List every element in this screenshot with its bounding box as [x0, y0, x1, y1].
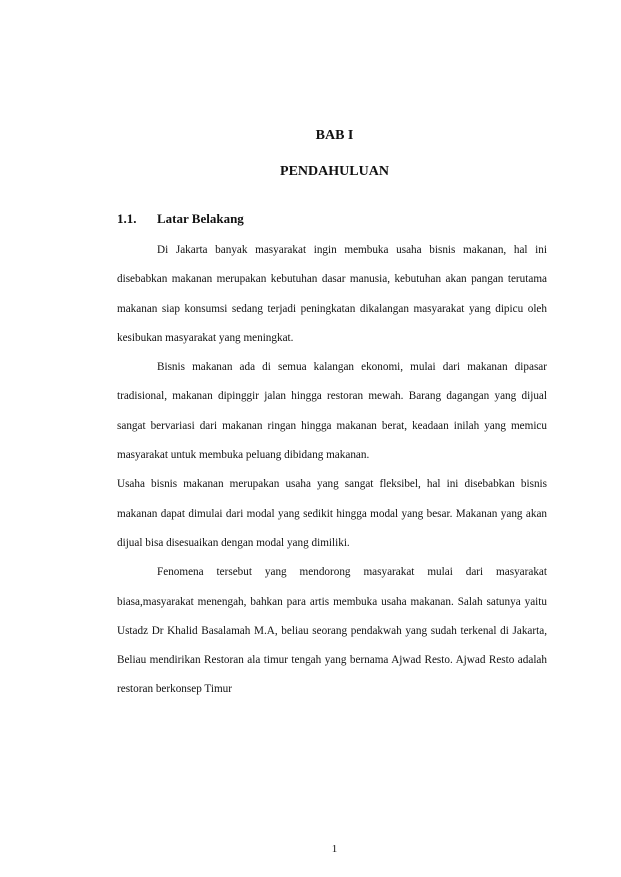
page-number: 1 — [331, 843, 338, 855]
body-text — [117, 236, 547, 705]
paragraph: Di Jakarta banyak masyarakat ingin membuka usaha bisnis makanan, hal ini disebabkan makanan merupakan kebutuhan dasar manusia, kebutuhan akan pangan terutama makanan siap konsumsi sedang terjadi peningkatan dikalangan masyarakat yang dipicu oleh kesibukan masyarakat yang meningkat. — [117, 244, 547, 344]
paragraph: Usaha bisnis makanan merupakan usaha yang sangat fleksibel, hal ini disebabkan bisnis makanan dapat dimulai dari modal yang sedikit hingga modal yang besar. Makanan yang akan dijual bisa disesuaikan dengan modal yang dimiliki. — [117, 478, 547, 549]
paragraph: Bisnis makanan ada di semua kalangan ekonomi, mulai dari makanan dipasar tradisional, makanan dipinggir jalan hingga restoran mewah. Barang dagangan yang dijual sangat bervariasi dari makanan ringan hingga makanan berat, keadaan inilah yang memicu masyarakat untuk membuka peluang dibidang makanan. — [117, 361, 547, 462]
section-number: 1.1. — [117, 211, 137, 226]
section-title: Latar Belakang — [157, 211, 244, 226]
paragraph: Fenomena tersebut yang mendorong masyarakat mulai dari masyarakat biasa,masyarakat menengah, bahkan para artis membuka usaha makanan. Salah satunya yaitu Ustadz Dr Khalid Basalamah M.A, beliau seorang pendakwah yang sudah terkenal di Jakarta, Beliau mendirikan Restoran ala timur tengah yang bernama Ajwad Resto. Ajwad Resto adalah restoran berkonsep Timur — [117, 566, 547, 696]
chapter-number: BAB I — [315, 128, 354, 143]
section-heading — [117, 211, 244, 227]
chapter-title: PENDAHULUAN — [280, 164, 389, 179]
